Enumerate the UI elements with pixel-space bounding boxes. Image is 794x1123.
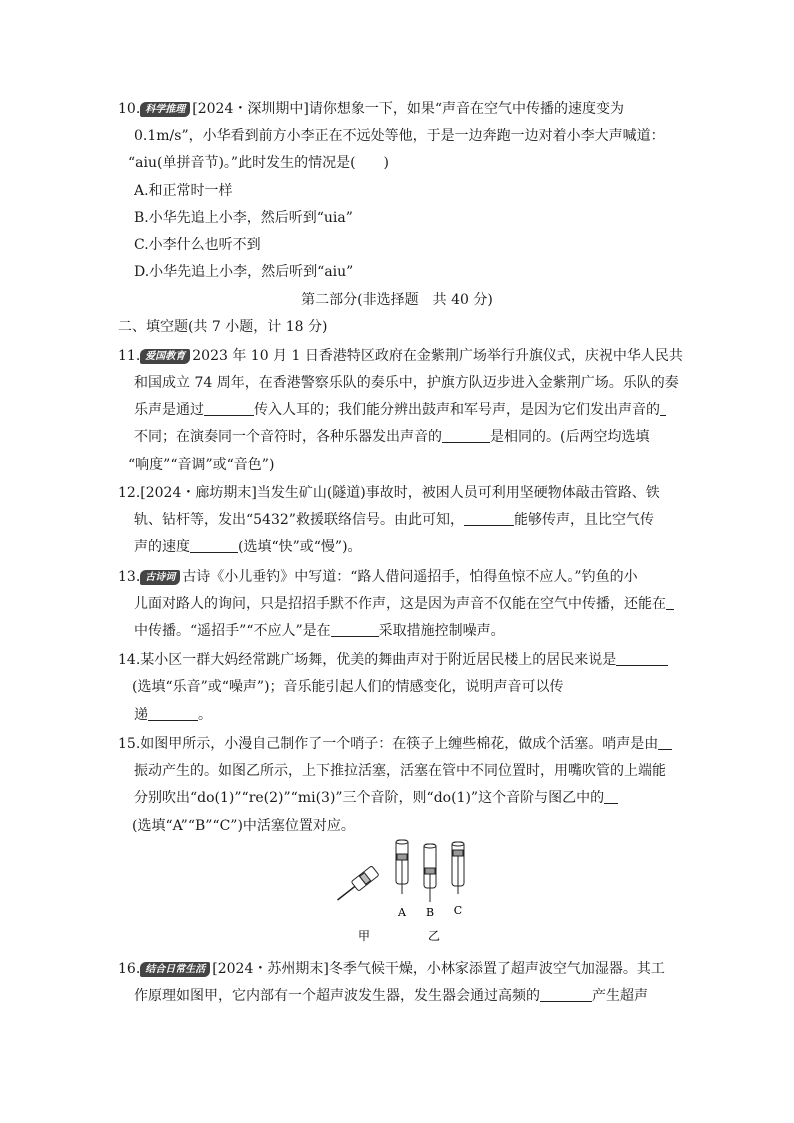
label-a: A <box>398 906 406 919</box>
tube-b-diagram <box>424 844 436 902</box>
question-13-line-1: 13. 古诗词 古诗《小儿垂钓》中写道：“路人借问遥招手，怕得鱼惊不应人。”钓鱼的小 <box>118 569 638 585</box>
question-number: 15. <box>118 736 141 752</box>
question-10-line-2: 0.1m/s”，小华看到前方小李正在不远处等他，于是一边奔跑一边对着小李大声喊道： <box>134 128 665 144</box>
figure-jia-label: 甲 <box>357 929 371 943</box>
answer-blank[interactable] <box>540 987 592 1002</box>
question-12-line-1: 12.[2024・廊坊期末]当发生矿山(隧道)事故时，被困人员可利用坚硬物体敲击管路、铁 <box>118 485 660 501</box>
answer-blank[interactable] <box>666 595 674 610</box>
question-11-line-3: 乐声是通过 传入人耳的；我们能分辨出鼓声和军号声，是因为它们发出声音的 <box>134 401 666 419</box>
question-16-line-2: 作原理如图甲，它内部有一个超声波发生器，发生器会通过高频的 产生超声 <box>134 988 648 1004</box>
question-16-line-1: 16. 结合日常生活 [2024・苏州期末]冬季气候干燥，小林家添置了超声波空气加湿器。其工 <box>118 961 665 977</box>
ancient-poetry-tag: 古诗词 <box>140 570 180 585</box>
question-number: 13. <box>118 569 141 585</box>
patriotic-education-tag: 爱国教育 <box>140 349 190 364</box>
question-15-line-4: (选填“A”“B”“C”)中活塞位置对应。 <box>132 818 355 834</box>
answer-blank[interactable] <box>616 651 668 666</box>
question-number: 10. <box>118 101 141 117</box>
answer-blank[interactable] <box>660 401 666 416</box>
question-12-line-2: 轨、钻杆等，发出“5432”救援联络信号。由此可知， 能够传声，且比空气传 <box>134 512 654 528</box>
question-12-line-3: 声的速度 (选填“快”或“慢”)。 <box>134 539 362 555</box>
whistle-figure <box>320 836 480 948</box>
question-15-line-3: 分别吹出“do(1)”“re(2)”“mi(3)”三个音阶，则“do(1)”这个音阶与图乙中的 <box>134 789 618 807</box>
answer-blank[interactable] <box>204 401 254 416</box>
question-11-line-2: 和国成立 74 周年，在香港警察乐队的奏乐中，护旗方队迈步进入金紫荆广场。乐队的奏 <box>134 375 679 391</box>
figure-yi-label: 乙 <box>427 929 441 943</box>
question-10-line-3: “aiu(单拼音节)。”此时发生的情况是( ) <box>128 155 390 171</box>
answer-blank[interactable] <box>658 735 672 750</box>
label-c: C <box>453 904 463 917</box>
question-13-line-3: 中传播。“遥招手”“不应人”是在 采取措施控制噪声。 <box>134 623 505 639</box>
tube-a-diagram <box>396 840 408 894</box>
question-10-line-1: 10. 科学推理 [2024・深圳期中]请你想象一下，如果“声音在空气中传播的速度变为 <box>118 101 624 117</box>
answer-blank[interactable] <box>331 622 379 637</box>
part-two-title: 第二部分(非选择题 共 40 分) <box>301 292 493 308</box>
tube-c-diagram <box>452 842 464 894</box>
option-c[interactable]: C.小李什么也听不到 <box>134 237 261 253</box>
question-14-line-3: 递 。 <box>134 707 212 723</box>
question-13-line-2: 儿面对路人的询问，只是招招手默不作声，这是因为声音不仅能在空气中传播，还能在 <box>134 595 674 613</box>
question-number: 12. <box>118 485 141 501</box>
daily-life-tag: 结合日常生活 <box>140 962 210 977</box>
question-number: 14. <box>118 652 141 668</box>
answer-blank[interactable] <box>604 789 618 804</box>
option-b[interactable]: B.小华先追上小李，然后听到“uia” <box>134 210 353 226</box>
answer-blank[interactable] <box>148 706 198 721</box>
question-14-line-1: 14.某小区一群大妈经常跳广场舞，优美的舞曲声对于附近居民楼上的居民来说是 <box>118 651 668 669</box>
answer-blank[interactable] <box>442 428 490 443</box>
label-b: B <box>425 906 435 919</box>
question-11-line-1: 11. 爱国教育 2023 年 10 月 1 日香港特区政府在金紫荆广场举行升旗仪式，庆祝中华人民共 <box>118 348 683 364</box>
question-number: 16. <box>118 961 141 977</box>
answer-blank[interactable] <box>464 511 514 526</box>
question-14-line-2: (选填“乐音”或“噪声”)；音乐能引起人们的情感变化，说明声音可以传 <box>132 679 564 695</box>
question-number: 11. <box>118 348 141 364</box>
section-two-heading: 二、填空题(共 7 小题，计 18 分) <box>118 319 328 335</box>
whistle-jia-diagram <box>334 866 379 905</box>
option-d[interactable]: D.小华先追上小李，然后听到“aiu” <box>134 264 354 280</box>
question-15-line-1: 15.如图甲所示，小漫自己制作了一个哨子：在筷子上缠些棉花，做成个活塞。哨声是由 <box>118 735 672 753</box>
question-11-line-5: “响度”“音调”或“音色”) <box>128 457 275 473</box>
science-reasoning-tag: 科学推理 <box>140 102 190 117</box>
question-15-line-2: 振动产生的。如图乙所示，上下推拉活塞，活塞在管中不同位置时，用嘴吹管的上端能 <box>134 763 666 779</box>
answer-blank[interactable] <box>190 538 238 553</box>
question-11-line-4: 不同；在演奏同一个音符时，各种乐器发出声音的 是相同的。(后两空均选填 <box>134 429 650 445</box>
option-a[interactable]: A.和正常时一样 <box>134 183 233 199</box>
